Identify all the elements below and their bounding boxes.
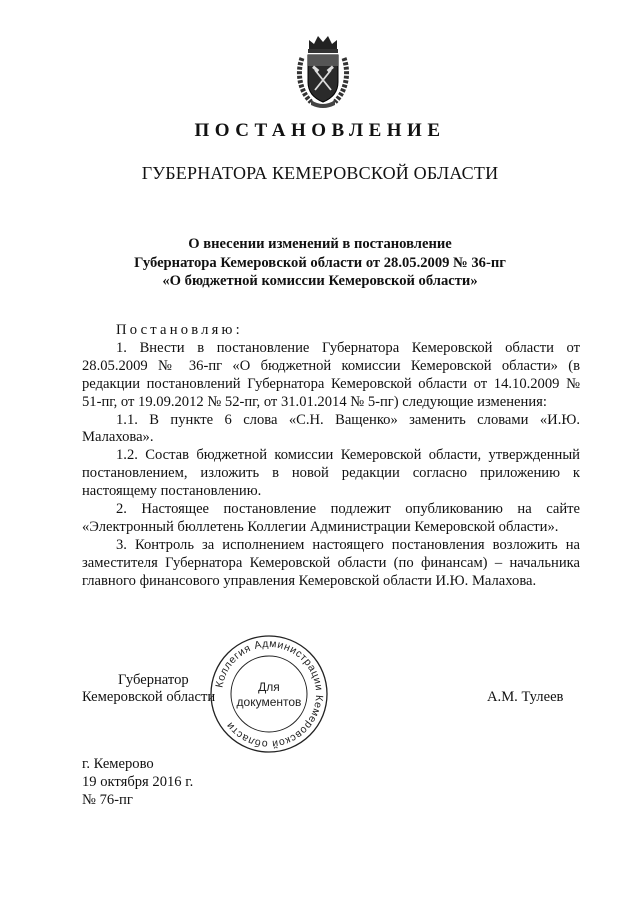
document-body <box>82 322 580 591</box>
stamp-center-line: Для <box>258 680 280 694</box>
stamp-center-line: документов <box>236 695 302 709</box>
subject-line: Губернатора Кемеровской области от 28.05.2009 № 36-пг <box>134 254 506 271</box>
issuer-title: ГУБЕРНАТОРА КЕМЕРОВСКОЙ ОБЛАСТИ <box>141 163 499 183</box>
signatory-organization: Кемеровской области <box>82 689 216 705</box>
paragraph-1: 1. Внести в постановление Губернатора Кемеровской области от 28.05.2009 № 36-пг «О бюджетной комиссии Кемеровской области» (в редакции постановлений Губернатора Кемеровской области от 14.10.2009 № 51-пг, от 19.09.2012 № 52-пг, от 31.01.2014 № 5-пг) следующие изменения: <box>82 339 580 410</box>
subject-line: «О бюджетной комиссии Кемеровской области» <box>162 273 478 289</box>
paragraph-2: 2. Настоящее постановление подлежит опубликованию на сайте «Электронный бюллетень Коллегии Администрации Кемеровской области». <box>82 501 580 535</box>
document-number: № 76-пг <box>82 792 133 808</box>
issue-date: 19 октября 2016 г. <box>82 774 194 790</box>
official-stamp <box>207 632 331 756</box>
issue-city: г. Кемерово <box>82 756 154 772</box>
signatory-name: А.М. Тулеев <box>487 689 564 705</box>
coat-of-arms-emblem <box>293 32 353 110</box>
paragraph-1-1: 1.1. В пункте 6 слова «С.Н. Ващенко» заменить словами «И.Ю. Малахова». <box>82 411 580 446</box>
signatory-role: Губернатор <box>118 672 189 688</box>
document-subject <box>0 235 640 291</box>
document-footer <box>82 755 193 809</box>
document-type-title: ПОСТАНОВЛЕНИЕ <box>194 120 446 141</box>
subject-line: О внесении изменений в постановление <box>188 236 452 252</box>
paragraph-1-2: 1.2. Состав бюджетной комиссии Кемеровской области, утвержденный постановлением, изложить в новой редакции согласно приложению к настоящему постановлению. <box>82 447 580 500</box>
resolution-intro: Постановляю: <box>116 322 243 338</box>
stamp-ring-text: Коллегия Администрации Кемеровской области <box>213 637 326 751</box>
paragraph-3: 3. Контроль за исполнением настоящего постановления возложить на заместителя Губернатора Кемеровской области (по финансам) – начальника главного финансового управления Кемеровской области И.Ю. Малахова. <box>82 536 580 589</box>
